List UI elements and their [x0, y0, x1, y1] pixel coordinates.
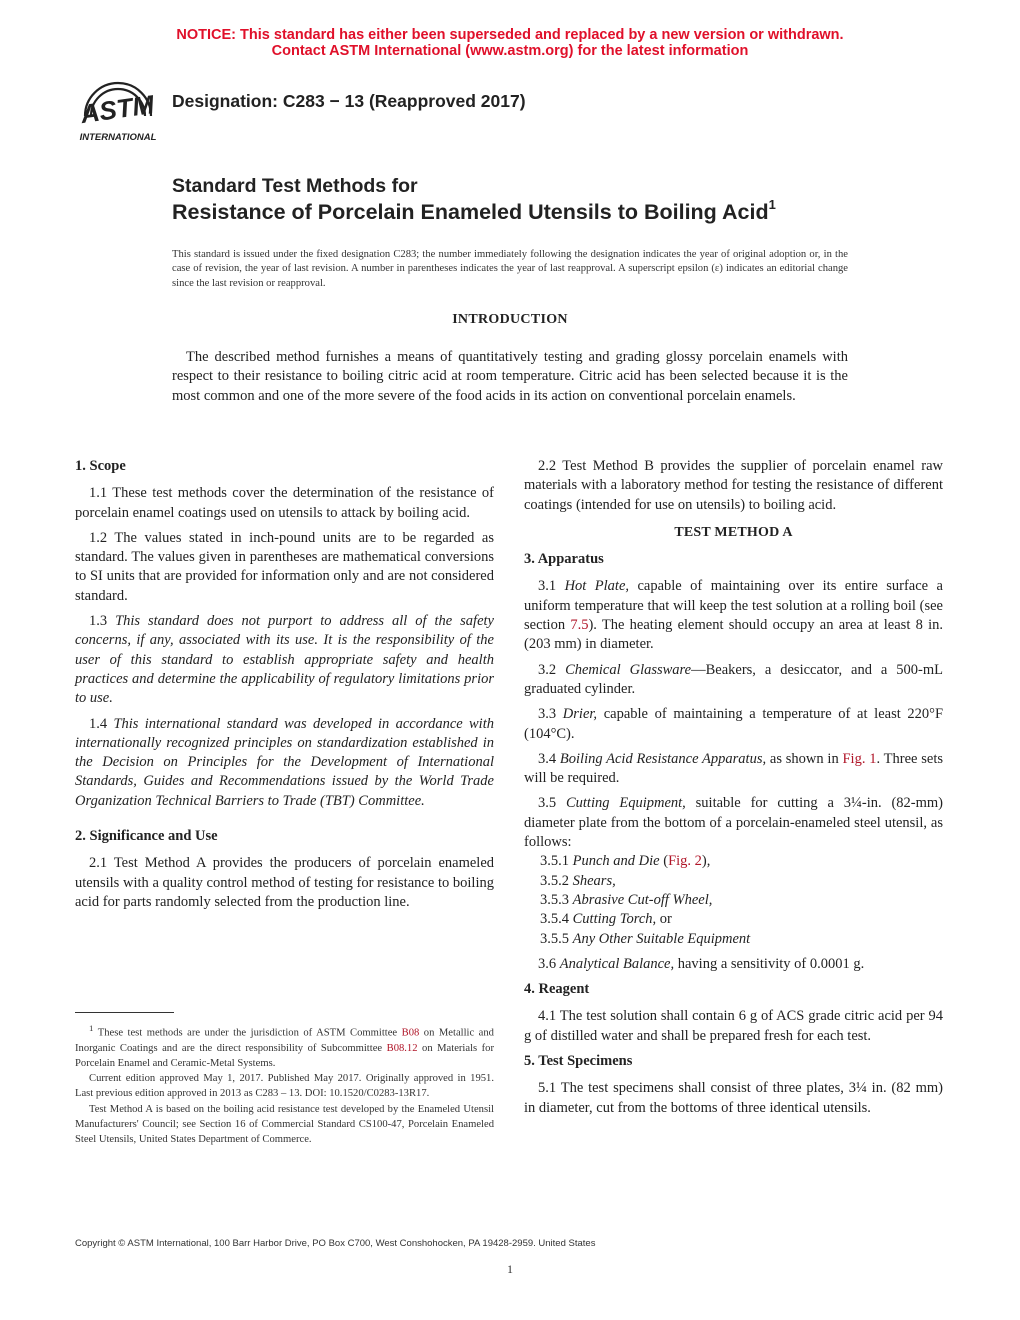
title-footnote-mark[interactable]: 1 [768, 197, 776, 212]
para-1-3-number: 1.3 [89, 613, 116, 630]
logo-subtext: INTERNATIONAL [79, 132, 157, 143]
test-method-a-heading: TEST METHOD A [674, 524, 793, 540]
section-7-5-link[interactable]: 7.5 [570, 617, 589, 634]
para-3-6 [524, 955, 943, 974]
title-line-2 [172, 199, 776, 225]
punch-and-die-term: Punch and Die [572, 853, 660, 870]
introduction-heading: INTRODUCTION [452, 312, 568, 327]
para-3-1-number: 3.1 [538, 578, 565, 595]
para-3-5-number: 3.5 [538, 795, 566, 812]
item-3-5-1-number: 3.5.1 [540, 853, 573, 870]
para-1-1: 1.1 These test methods cover the determination of the resistance of porcelain enamel coatings used on utensils to attack by boiling acid. [75, 485, 494, 521]
astm-logo [75, 74, 161, 144]
fig-1-link[interactable]: Fig. 1 [842, 750, 877, 767]
footnote-edition: Current edition approved May 1, 2017. Published May 2017. Originally approved in 1951. Last previous edition approved in 2013 as C283 – 13. DOI: 10.1520/C0283-13R17. [75, 1073, 494, 1100]
shears-term: Shears, [572, 872, 616, 889]
balance-term: Analytical Balance, [559, 955, 675, 972]
copyright: Copyright © ASTM International, 100 Barr Harbor Drive, PO Box C700, West Conshohocken, PA 19428-2959. United States [75, 1238, 596, 1249]
other-equipment-term: Any Other Suitable Equipment [572, 930, 751, 947]
glassware-term: Chemical Glassware [565, 661, 692, 678]
para-3-4-text-b: . Three sets will be required. [524, 750, 944, 787]
para-1-4-number: 1.4 [89, 715, 114, 732]
para-3-2-text: —Beakers, a desiccator, and a 500-mL graduated cylinder. [524, 661, 943, 697]
subcommittee-b08-12-link[interactable]: B08.12 [386, 1042, 418, 1054]
para-3-5-text: suitable for cutting a 3¼-in. (82-mm) diameter plate from the bottom of a porcelain-enameled steel utensil, as follows: [524, 795, 943, 851]
item-3-5-1: 3.5.1 Punch and Die (Fig. 2), [540, 853, 711, 870]
para-1-3 [75, 612, 494, 708]
para-3-6-text: having a sensitivity of 0.0001 g. [674, 955, 865, 972]
para-1-2: 1.2 The values stated in inch-pound units are to be regarded as standard. The values given in parentheses are mathematical conversions to SI units that are provided for information only and are not considered standard. [75, 529, 494, 604]
left-column [75, 457, 494, 918]
page-number: 1 [507, 1262, 513, 1276]
fig-2-link[interactable]: Fig. 2 [668, 853, 702, 870]
item-3-5-4 [524, 910, 943, 929]
para-4-1: 4.1 The test solution shall contain 6 g of ACS grade citric acid per 94 g of distilled water and shall be prepared fresh for each test. [524, 1008, 943, 1044]
apparatus-term: Boiling Acid Resistance Apparatus, [559, 750, 767, 767]
para-3-3 [524, 705, 943, 744]
item-3-5-4-text: or [656, 911, 672, 928]
item-3-5-2 [524, 872, 943, 891]
para-3-3-text: capable of maintaining a temperature of at least 220°F (104°C). [524, 706, 944, 742]
abrasive-wheel-term: Abrasive Cut-off Wheel, [572, 891, 713, 908]
item-3-5-5 [524, 930, 943, 949]
standard-note: This standard is issued under the fixed designation C283; the number immediately following the designation indicates the year of original adoption or, in the case of revision, the year of last revision. A number in parentheses indicates the year of last reapproval. A superscript epsilon (ε) indicates an editorial change since the last revision or reapproval. [172, 249, 848, 289]
para-3-1-text-a: capable of maintaining over its entire surface a uniform temperature that will keep the test solution at a rolling boil (see section [524, 578, 943, 634]
para-3-4-number: 3.4 [538, 750, 560, 767]
footnote-rule [75, 1012, 174, 1013]
footnote-1-text-a: These test methods are under the jurisdiction of ASTM Committee [93, 1027, 402, 1039]
right-column [524, 457, 943, 1124]
notice-line-2: Contact ASTM International (www.astm.org) for the latest information [271, 43, 749, 59]
para-3-1-text-b: ). The heating element should occupy an area at least 8 in. (203 mm) in diameter. [524, 617, 943, 653]
committee-b08-link[interactable]: B08 [401, 1027, 420, 1039]
item-3-5-4-number: 3.5.4 [540, 911, 573, 928]
item-3-5-5-number: 3.5.5 [540, 930, 573, 947]
para-3-3-number: 3.3 [538, 706, 563, 723]
para-2-2: 2.2 Test Method B provides the supplier of porcelain enamel raw materials with a laboratory method for testing the resistance of different coatings (intended for use on utensils) to boiling acid. [524, 458, 943, 513]
footnote-1 [75, 1021, 494, 1071]
item-3-5-2-number: 3.5.2 [540, 872, 573, 889]
specimens-heading: 5. Test Specimens [524, 1053, 633, 1070]
para-3-2-number: 3.2 [538, 661, 566, 678]
reagent-heading: 4. Reagent [524, 981, 590, 998]
para-1-4-text: This international standard was developed in accordance with internationally recognized principles on standardization established in the Decision on Principles for the Development of International Standards, Guides and Recommendations issued by the World Trade Organization Technical Barriers to Trade (TBT) Committee. [75, 715, 494, 809]
title-line-1: Standard Test Methods for [172, 175, 418, 197]
para-5-1: 5.1 The test specimens shall consist of three plates, 3¼ in. (82 mm) in diameter, cut from the bottoms of three identical utensils. [524, 1080, 943, 1116]
designation: Designation: C283 − 13 (Reapproved 2017) [172, 91, 526, 111]
para-3-6-number: 3.6 [538, 955, 560, 972]
para-3-5 [524, 794, 943, 852]
cutting-torch-term: Cutting Torch, [572, 911, 657, 928]
item-3-5-3 [524, 891, 943, 910]
footnote-basis: Test Method A is based on the boiling acid resistance test developed by the Enameled Utensil Manufacturers' Council; see Section 16 of Commercial Standard CS100-47, Porcelain Enameled Steel Utensils, United States Department of Commerce. [75, 1103, 494, 1145]
footnote-1-text-b: on Metallic and Inorganic Coatings and are the direct responsibility of Subcommittee [75, 1027, 494, 1054]
footnote-1-mark: 1 [89, 1023, 94, 1033]
para-1-3-text: This standard does not purport to address all of the safety concerns, if any, associated with its use. It is the responsibility of the user of this standard to establish appropriate safety and health practices and determine the applicability of regulatory limitations prior to use. [75, 613, 494, 707]
footnote-1-text-c: on Materials for Porcelain Enamel and Ceramic-Metal Systems. [75, 1042, 495, 1069]
cutting-equipment-term: Cutting Equipment, [565, 795, 686, 812]
apparatus-heading: 3. Apparatus [524, 551, 604, 568]
notice-line-1: NOTICE: This standard has either been superseded and replaced by a new version or withdrawn. [176, 27, 844, 43]
title-text: Resistance of Porcelain Enameled Utensils to Boiling Acid [172, 200, 769, 225]
item-3-5-3-number: 3.5.3 [540, 891, 573, 908]
para-3-4 [524, 750, 943, 789]
logo-text: ASTM [78, 89, 156, 130]
para-3-4-text-a: as shown in [766, 750, 843, 767]
drier-term: Drier, [562, 706, 598, 723]
para-1-4 [75, 715, 494, 811]
para-3-2 [524, 661, 943, 700]
introduction-text: The described method furnishes a means of quantitatively testing and grading glossy porcelain enamels with respect to their resistance to boiling citric acid at room temperature. Citric acid has been selected because it is the most common and one of the more severe of the food acids in its action on conventional porcelain enamels. [172, 349, 848, 404]
para-3-1 [524, 577, 943, 654]
footnotes [75, 1021, 494, 1147]
para-2-1: 2.1 Test Method A provides the producers of porcelain enameled utensils with a quality control method of testing for resistance to boiling acid for parts randomly selected from the production line. [75, 855, 494, 910]
significance-heading: 2. Significance and Use [75, 828, 218, 845]
hot-plate-term: Hot Plate, [564, 578, 630, 595]
scope-heading: 1. Scope [75, 458, 126, 474]
